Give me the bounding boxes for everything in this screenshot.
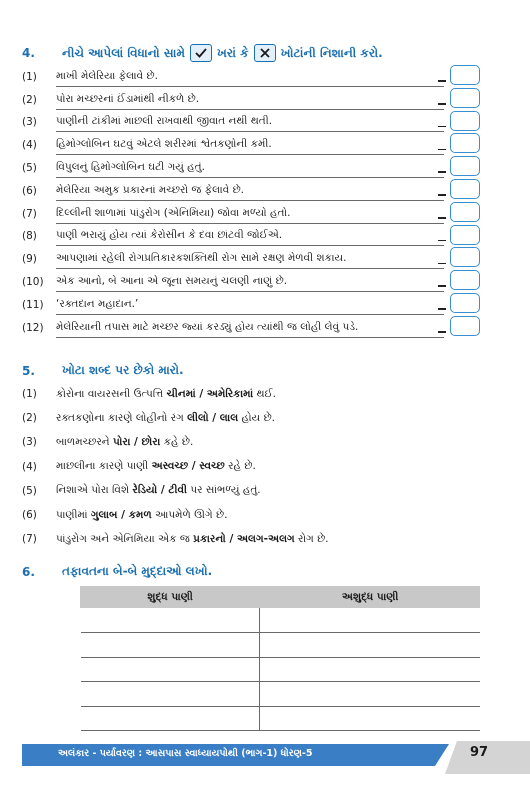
- q5-sentence: [56, 388, 276, 401]
- q4-statement: આપણામાં રહેલી રોગપ્રતિકારકશક્તિથી રોગ સામે રક્ષણ મેળવી શકાય.: [56, 252, 444, 269]
- q6-title: તફાવતના બે-બે મુદ્દાઓ લખો.: [62, 564, 213, 578]
- q4-row-10: [22, 269, 482, 292]
- q6-heading: [22, 564, 212, 579]
- q5-sentence-start: બાળમચ્છરને: [56, 435, 113, 448]
- q4-answer-box[interactable]: [450, 202, 480, 222]
- q4-statement: મેલેરિયાની તપાસ માટે મચ્છર જ્યાં કરડ્યું હોય ત્યાંથી જ લોહી લેવું પડે.: [56, 321, 444, 338]
- q4-answer-box[interactable]: [450, 133, 480, 153]
- q4-dash: [438, 308, 446, 310]
- q4-dash: [438, 194, 446, 196]
- q4-answer-box[interactable]: [450, 111, 480, 131]
- q4-answer-box[interactable]: [450, 270, 480, 290]
- q4-statement-list: [22, 64, 482, 338]
- q4-row-number: (1): [22, 70, 37, 83]
- q4-row-number: (3): [22, 116, 37, 129]
- q4-answer-box[interactable]: [450, 65, 480, 85]
- q5-sentence-end: કહે છે.: [160, 435, 194, 448]
- q4-dash: [438, 285, 446, 287]
- q4-row-7: [22, 201, 482, 224]
- table-row: [81, 682, 481, 707]
- q5-sentence-end: રહે છે.: [224, 460, 256, 473]
- q4-row-number: (9): [22, 253, 37, 266]
- q4-statement: માખી મેલેરિયા ફેલાવે છે.: [56, 70, 444, 87]
- pure-water-cell[interactable]: [81, 682, 260, 707]
- table-row: [81, 706, 481, 731]
- q4-row-5: [22, 155, 482, 178]
- q4-row-12: [22, 315, 482, 338]
- table-header-row: [81, 586, 481, 608]
- q5-row-number: (5): [22, 484, 37, 497]
- q4-answer-box[interactable]: [450, 247, 480, 267]
- table-row: [81, 657, 481, 682]
- table-row: [81, 633, 481, 658]
- q4-statement: એક આનો, બે આના એ જૂના સમયનું ચલણી નાણું છે.: [56, 275, 444, 292]
- q5-sentence-list: [22, 382, 492, 551]
- q4-row-6: [22, 178, 482, 201]
- q5-sentence-start: માછલીના કારણે પાણી: [56, 460, 152, 473]
- q4-statement: પોરા મચ્છરનાં ઈંડામાંથી નીકળે છે.: [56, 93, 444, 110]
- q4-prefix: નીચે આપેલાં વિધાનો સામે: [62, 45, 185, 60]
- q4-row-number: (2): [22, 93, 37, 106]
- q4-row-2: [22, 87, 482, 110]
- pure-water-cell[interactable]: [81, 608, 260, 633]
- page-number: 97: [470, 745, 489, 760]
- q4-row-4: [22, 132, 482, 155]
- q5-row-2: [22, 406, 492, 430]
- q4-row-number: (11): [22, 298, 44, 311]
- q5-sentence-start: પાણીમાં: [56, 508, 91, 521]
- q4-row-number: (10): [22, 275, 44, 288]
- q4-dash: [438, 171, 446, 173]
- cross-icon: [254, 44, 276, 62]
- q5-row-1: [22, 382, 492, 406]
- pure-water-header: શુદ્ધ પાણી: [81, 586, 260, 608]
- q4-statement: દિલ્લીની શાળામાં પાંડુરોગ (એનિમિયા) જોવા મળ્યો હતો.: [56, 207, 444, 224]
- q4-dash: [438, 240, 446, 242]
- q5-sentence: [56, 509, 227, 522]
- impure-water-header: અશુદ્ધ પાણી: [260, 586, 480, 608]
- q5-sentence: [56, 460, 256, 473]
- q5-number: 5.: [22, 363, 35, 378]
- q5-sentence: [56, 533, 329, 546]
- q5-options[interactable]: લીલો / લાલ: [187, 411, 239, 424]
- q4-row-number: (8): [22, 230, 37, 243]
- impure-water-cell[interactable]: [260, 706, 480, 731]
- q5-sentence-end: થઈ.: [253, 387, 276, 400]
- q5-sentence-end: રોગ છે.: [294, 532, 329, 545]
- q5-row-4: [22, 455, 492, 479]
- table-row: [81, 608, 481, 633]
- q4-statement: વિપુલનું હિમોગ્લોબિન ઘટી ગયું હતું.: [56, 161, 444, 178]
- q5-title: ખોટા શબ્દ પર છેકો મારો.: [62, 363, 184, 377]
- q5-row-number: (3): [22, 436, 37, 449]
- q5-row-number: (2): [22, 412, 37, 425]
- q5-row-number: (1): [22, 388, 37, 401]
- q4-answer-box[interactable]: [450, 179, 480, 199]
- q4-row-number: (7): [22, 207, 37, 220]
- q4-dash: [438, 149, 446, 151]
- pure-water-cell[interactable]: [81, 706, 260, 731]
- q4-suffix: ખોટાંની નિશાની કરો.: [280, 45, 383, 60]
- q5-row-number: (7): [22, 533, 37, 546]
- q4-row-number: (5): [22, 161, 37, 174]
- q5-sentence-start: રક્તકણોના કારણે લોહીનો રંગ: [56, 411, 188, 424]
- q6-number: 6.: [22, 564, 35, 579]
- q4-row-number: (4): [22, 139, 37, 152]
- q5-row-3: [22, 430, 492, 454]
- q5-sentence: [56, 484, 261, 497]
- q4-row-number: (12): [22, 321, 44, 334]
- q4-number: 4.: [22, 46, 35, 60]
- q5-options[interactable]: અસ્વચ્છ / સ્વચ્છ: [151, 460, 225, 473]
- q5-sentence: [56, 436, 193, 449]
- q4-dash: [438, 331, 446, 333]
- q4-statement: ‘રક્તદાન મહાદાન.’: [56, 298, 444, 315]
- q4-dash: [438, 217, 446, 219]
- q5-row-7: [22, 527, 492, 551]
- q4-dash: [438, 103, 446, 105]
- q5-heading: [22, 363, 184, 378]
- q5-row-5: [22, 479, 492, 503]
- q4-statement: હિમોગ્લોબિન ઘટવું એટલે શરીરમાં શ્વેતકણોની કમી.: [56, 138, 444, 155]
- q5-options[interactable]: પોરા / છોરા: [112, 435, 161, 448]
- q4-middle: ખરાં કે: [216, 45, 249, 60]
- impure-water-cell[interactable]: [260, 608, 480, 633]
- q5-row-6: [22, 503, 492, 527]
- q4-row-3: [22, 110, 482, 133]
- q5-options[interactable]: ચીનમાં / અમેરિકામાં: [166, 387, 254, 400]
- q5-options[interactable]: રેડિયો / ટીવી: [132, 484, 188, 497]
- q4-row-8: [22, 224, 482, 247]
- q4-row-11: [22, 292, 482, 315]
- q5-sentence-start: પાંડુરોગ અને એનિમિયા એક જ: [56, 532, 194, 545]
- pure-water-cell[interactable]: [81, 633, 260, 658]
- q4-answer-box[interactable]: [450, 156, 480, 176]
- q5-sentence-start: કોરોના વાયરસની ઉત્પત્તિ: [56, 387, 167, 400]
- impure-water-cell[interactable]: [260, 633, 480, 658]
- q4-row-9: [22, 246, 482, 269]
- q4-statement: પાણીની ટાંકીમાં માછલી રાખવાથી જીવાત નથી થતી.: [56, 115, 444, 132]
- impure-water-cell[interactable]: [260, 682, 480, 707]
- q4-dash: [438, 126, 446, 128]
- q4-dash: [438, 80, 446, 82]
- q4-row-number: (6): [22, 184, 37, 197]
- q4-answer-box[interactable]: [450, 293, 480, 313]
- q5-sentence-end: હોય છે.: [238, 411, 276, 424]
- pure-water-cell[interactable]: [81, 657, 260, 682]
- q5-sentence-end: પર સાંભળ્યું હતું.: [187, 484, 261, 497]
- q4-dash: [438, 263, 446, 265]
- q4-statement: મેલેરિયા અમુક પ્રકારનાં મચ્છરો જ ફેલાવે છે.: [56, 184, 444, 201]
- q4-answer-box[interactable]: [450, 316, 480, 336]
- check-icon: [190, 44, 212, 62]
- q4-statement: પાણી ભરાયું હોય ત્યાં કેરોસીન કે દવા છાંટવી જોઈએ.: [56, 229, 444, 246]
- q4-answer-box[interactable]: [450, 225, 480, 245]
- q5-options[interactable]: ગુલાબ / કમળ: [90, 508, 152, 521]
- q5-sentence-start: નિશાએ પોરા વિશે: [56, 484, 133, 497]
- q5-row-number: (4): [22, 460, 37, 473]
- q5-row-number: (6): [22, 509, 37, 522]
- difference-table: [80, 586, 480, 731]
- footer-book-title: અલંકાર - પર્યાવરણ : આસપાસ સ્વાધ્યાયપોથી (ભાગ-1) ધોરણ-5: [58, 748, 313, 759]
- q5-sentence: [56, 412, 275, 425]
- q4-heading: [22, 44, 383, 62]
- q5-sentence-end: આપમેળે ઊગે છે.: [151, 508, 228, 521]
- impure-water-cell[interactable]: [260, 657, 480, 682]
- q5-options[interactable]: પ્રકારનો / અલગ-અલગ: [193, 532, 295, 545]
- q4-row-1: [22, 64, 482, 87]
- q4-answer-box[interactable]: [450, 88, 480, 108]
